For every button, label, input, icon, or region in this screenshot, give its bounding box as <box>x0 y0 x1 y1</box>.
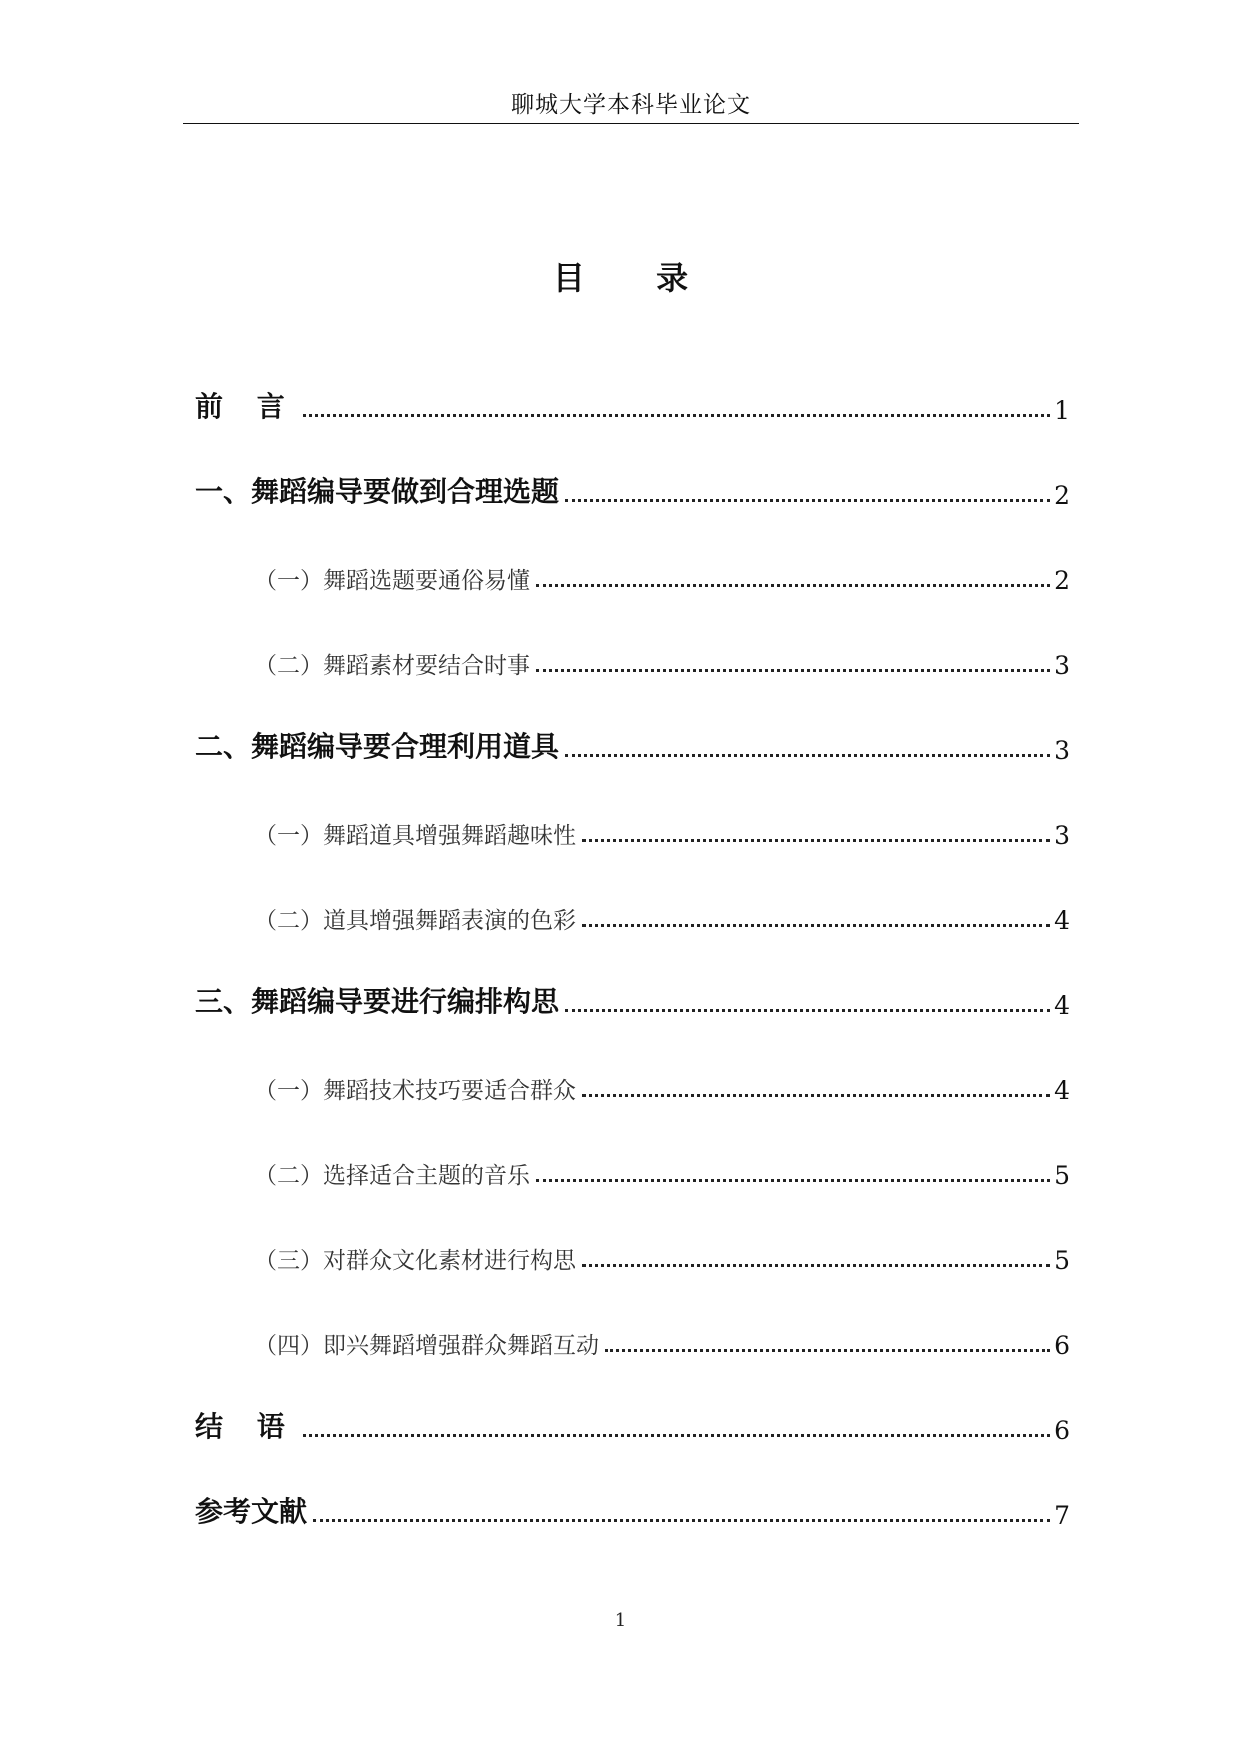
dot-leader <box>582 1264 1050 1267</box>
toc-title: 目 录 <box>552 259 719 297</box>
toc-entry-page: 5 <box>1054 1161 1070 1190</box>
toc-entry-section-2-2[interactable] <box>254 895 1070 935</box>
toc-entry-label: 结 语 <box>195 1410 297 1443</box>
toc-entry-section-1-2[interactable] <box>254 640 1070 680</box>
dot-leader <box>605 1349 1050 1352</box>
toc-entry-chapter-2[interactable] <box>195 725 1070 765</box>
toc-entry-page: 4 <box>1054 991 1070 1020</box>
toc-entry-preface[interactable] <box>195 385 1070 425</box>
toc-entry-section-3-3[interactable] <box>254 1235 1070 1275</box>
dot-leader <box>303 1434 1050 1437</box>
toc-entry-section-3-4[interactable] <box>254 1320 1070 1360</box>
toc-entry-page: 2 <box>1054 566 1070 595</box>
header-rule <box>183 123 1079 124</box>
toc-entry-page: 2 <box>1054 481 1070 510</box>
running-header-title: 聊城大学本科毕业论文 <box>511 92 751 118</box>
toc-entry-page: 4 <box>1054 906 1070 935</box>
toc-entry-page: 7 <box>1054 1501 1070 1530</box>
dot-leader <box>565 754 1050 757</box>
dot-leader <box>313 1519 1050 1522</box>
dot-leader <box>582 1094 1050 1097</box>
toc-entry-label: 参考文献 <box>195 1495 308 1528</box>
toc-entry-conclusion[interactable] <box>195 1405 1070 1445</box>
dot-leader <box>303 414 1050 417</box>
dot-leader <box>565 1009 1050 1012</box>
toc-entry-label: （一）舞蹈道具增强舞蹈趣味性 <box>254 823 576 849</box>
toc-entry-section-1-1[interactable] <box>254 555 1070 595</box>
dot-leader <box>582 839 1050 842</box>
toc-entry-section-2-1[interactable] <box>254 810 1070 850</box>
toc-entry-page: 6 <box>1054 1331 1070 1360</box>
toc-entry-page: 5 <box>1054 1246 1070 1275</box>
page-number: 1 <box>614 1610 627 1631</box>
toc-entry-chapter-3[interactable] <box>195 980 1070 1020</box>
dot-leader <box>536 669 1050 672</box>
toc-entry-label: （一）舞蹈技术技巧要适合群众 <box>254 1078 576 1104</box>
toc-entry-label: 三、舞蹈编导要进行编排构思 <box>195 985 560 1018</box>
toc-entry-page: 3 <box>1054 821 1070 850</box>
toc-entry-label: （二）道具增强舞蹈表演的色彩 <box>254 908 576 934</box>
toc-entry-references[interactable] <box>195 1490 1070 1530</box>
dot-leader <box>565 499 1050 502</box>
toc-entry-label: 一、舞蹈编导要做到合理选题 <box>195 475 560 508</box>
toc-entry-label: 二、舞蹈编导要合理利用道具 <box>195 730 560 763</box>
toc-entry-label: （二）舞蹈素材要结合时事 <box>254 653 530 679</box>
toc-entry-label: （三）对群众文化素材进行构思 <box>254 1248 576 1274</box>
toc-entry-page: 1 <box>1054 396 1070 425</box>
dot-leader <box>536 1179 1050 1182</box>
toc-entry-page: 6 <box>1054 1416 1070 1445</box>
dot-leader <box>582 924 1050 927</box>
toc-entry-section-3-1[interactable] <box>254 1065 1070 1105</box>
toc-entry-page: 3 <box>1054 651 1070 680</box>
toc-entry-label: （四）即兴舞蹈增强群众舞蹈互动 <box>254 1333 599 1359</box>
toc-entry-section-3-2[interactable] <box>254 1150 1070 1190</box>
toc-entry-page: 4 <box>1054 1076 1070 1105</box>
dot-leader <box>536 584 1050 587</box>
toc-entry-label: （二）选择适合主题的音乐 <box>254 1163 530 1189</box>
toc-entry-label: 前 言 <box>195 390 297 423</box>
toc-entry-chapter-1[interactable] <box>195 470 1070 510</box>
toc-entry-page: 3 <box>1054 736 1070 765</box>
toc-entry-label: （一）舞蹈选题要通俗易懂 <box>254 568 530 594</box>
